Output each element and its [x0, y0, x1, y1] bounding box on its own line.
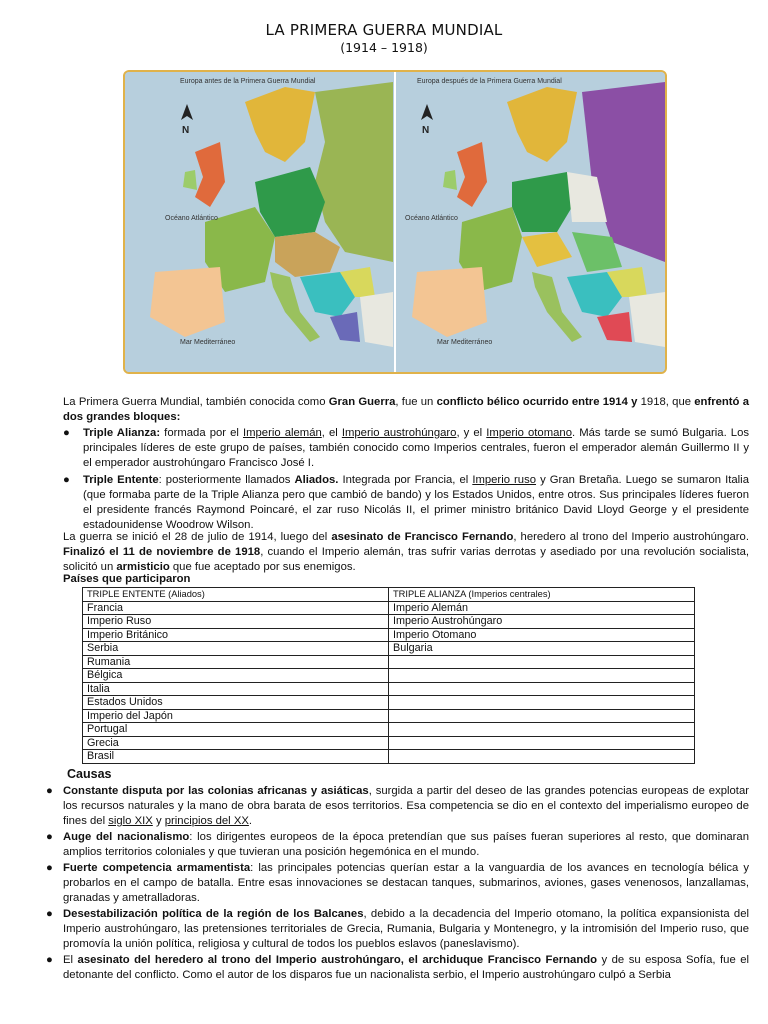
alliances-list	[63, 426, 749, 535]
table-cell	[389, 669, 695, 683]
map-left-title: Europa antes de la Primera Guerra Mundial	[180, 78, 316, 85]
bullet-icon: ●	[46, 954, 53, 966]
list-item-cause: ● Auge del nacionalismo: los dirigentes europeos de la época pretendían que sus países fueran superiores al resto, que dominaran amplios territorios coloniales y que tuvieran una posición hegemónica en el mundo.	[46, 831, 749, 858]
map-left-ocean: Océano Atlántico	[165, 215, 218, 222]
table-cell: Serbia	[83, 642, 389, 656]
bullet-icon: ●	[63, 474, 70, 486]
table-cell: Rumania	[83, 655, 389, 669]
map-right-ocean: Océano Atlántico	[405, 215, 458, 222]
table-cell	[389, 696, 695, 710]
table-cell	[389, 723, 695, 737]
table-row	[83, 642, 695, 656]
table-row	[83, 696, 695, 710]
table-header-row	[83, 588, 695, 602]
bullet-icon: ●	[46, 785, 53, 797]
list-item-cause: ● Fuerte competencia armamentista: las principales potencias querían estar a la vanguardia de los avances en tecnología bélica y probarlos en el campo de batalla. Entre esas innovaciones se destacan tanques, submarinos, aviones, gases venenosos, lanzallamas, granadas y ametralladoras.	[46, 862, 750, 904]
bullet-icon: ●	[46, 831, 53, 843]
countries-heading: Países que participaron	[63, 573, 191, 585]
document-subtitle: (1914 – 1918)	[340, 40, 428, 55]
link-siglo-xix[interactable]: siglo XIX	[108, 815, 153, 827]
table-row	[83, 750, 695, 764]
table-cell: Imperio Otomano	[389, 628, 695, 642]
link-imperio-otomano[interactable]: Imperio otomano	[486, 427, 572, 439]
table-cell: Imperio Británico	[83, 628, 389, 642]
europe-maps-image	[123, 70, 667, 374]
table-cell	[389, 682, 695, 696]
table-row	[83, 655, 695, 669]
table-row	[83, 736, 695, 750]
table-row	[83, 682, 695, 696]
document-title: LA PRIMERA GUERRA MUNDIAL	[265, 21, 503, 39]
table-header: TRIPLE ENTENTE (Aliados)	[83, 588, 389, 602]
bullet-icon: ●	[63, 427, 70, 439]
table-cell: Bulgaria	[389, 642, 695, 656]
list-item-cause: ● Constante disputa por las colonias africanas y asiáticas, surgida a partir del deseo de las grandes potencias europeas de explotar los recursos naturales y la mano de obra barata de esos territorios. Esa competencia se dio en el contexto del imperialismo europeo de fines del siglo XIX y principios del XX.	[46, 785, 749, 827]
bullet-icon: ●	[46, 862, 53, 874]
link-principios-xx[interactable]: principios del XX	[164, 815, 249, 827]
table-row	[83, 615, 695, 629]
list-item-cause: ● El asesinato del heredero al trono del Imperio austrohúngaro, el archiduque Francisco Fernando y de su esposa Sofía, fue el detonante del conflicto. Como el autor de los disparos fue un nacionalista serbio, el Imperio austrohúngaro culpó a Serbia	[46, 954, 750, 981]
map-right-sea: Mar Mediterráneo	[437, 339, 493, 346]
map-left-sea: Mar Mediterráneo	[180, 339, 236, 346]
table-cell: Francia	[83, 601, 389, 615]
table-row	[83, 709, 695, 723]
table-cell	[389, 709, 695, 723]
table-row	[83, 628, 695, 642]
table-cell	[389, 655, 695, 669]
table-cell: Imperio del Japón	[83, 709, 389, 723]
causes-heading: Causas	[67, 767, 112, 781]
table-cell: Italia	[83, 682, 389, 696]
table-cell: Brasil	[83, 750, 389, 764]
table-cell	[389, 736, 695, 750]
table-row	[83, 669, 695, 683]
bullet-icon: ●	[46, 908, 53, 920]
intro-paragraph: La Primera Guerra Mundial, también conocida como Gran Guerra, fue un conflicto bélico ocurrido entre 1914 y 1918, que enfrentó a dos grandes bloques:	[63, 396, 749, 423]
list-item-triple-entente: ● Triple Entente: posteriormente llamados Aliados. Integrada por Francia, el Imperio ruso y Gran Bretaña. Luego se sumaron Italia (que formaba parte de la Triple Alianza pero que cambió de bando) y los Estados Unidos, entre otros. Sus principales líderes fueron el presidente francés Raymond Poincaré, el zar ruso Nicolás II, el primer ministro británico David Lloyd George y el presidente estadounidense Woodrow Wilson.	[63, 474, 749, 531]
north-label-right: N	[422, 125, 430, 136]
table-cell: Imperio Austrohúngaro	[389, 615, 695, 629]
countries-table	[82, 587, 695, 764]
list-item-triple-alianza: ● Triple Alianza: formada por el Imperio alemán, el Imperio austrohúngaro, y el Imperio otomano. Más tarde se sumó Bulgaria. Los principales líderes de este grupo de países, también conocido como Imperios centrales, fueron el emperador alemán Guillermo II y el emperador austrohúngaro Francisco José I.	[63, 427, 750, 469]
table-header: TRIPLE ALIANZA (Imperios centrales)	[389, 588, 695, 602]
table-cell	[389, 750, 695, 764]
link-imperio-austrohungaro[interactable]: Imperio austrohúngaro	[341, 427, 457, 439]
table-row	[83, 723, 695, 737]
table-cell: Portugal	[83, 723, 389, 737]
table-cell: Grecia	[83, 736, 389, 750]
table-cell: Imperio Alemán	[389, 601, 695, 615]
link-imperio-ruso[interactable]: Imperio ruso	[472, 474, 537, 486]
link-imperio-aleman[interactable]: Imperio alemán	[242, 427, 322, 439]
list-item-cause: ● Desestabilización política de la región de los Balcanes, debido a la decadencia del Imperio otomano, la política expansionista del Imperio austrohúngaro, las pretensiones territoriales de Grecia, Rumania, Bulgaria y Montenegro, y la intromisión del Imperio ruso, que promovía la unión política, religiosa y cultural de todos los pueblos eslavos (paneslavismo).	[46, 908, 750, 950]
north-label: N	[182, 125, 190, 136]
table-row	[83, 601, 695, 615]
war-dates-paragraph: La guerra se inició el 28 de julio de 1914, luego del asesinato de Francisco Fernando, heredero al trono del Imperio austrohúngaro. Finalizó el 11 de noviembre de 1918, cuando el Imperio alemán, tras sufrir varias derrotas y asediado por una revolución socialista, solicitó un armisticio que fue aceptado por sus enemigos.	[63, 531, 749, 573]
map-right-title: Europa después de la Primera Guerra Mundial	[417, 78, 562, 85]
table-cell: Imperio Ruso	[83, 615, 389, 629]
causes-list	[46, 784, 749, 984]
table-cell: Estados Unidos	[83, 696, 389, 710]
table-cell: Bélgica	[83, 669, 389, 683]
